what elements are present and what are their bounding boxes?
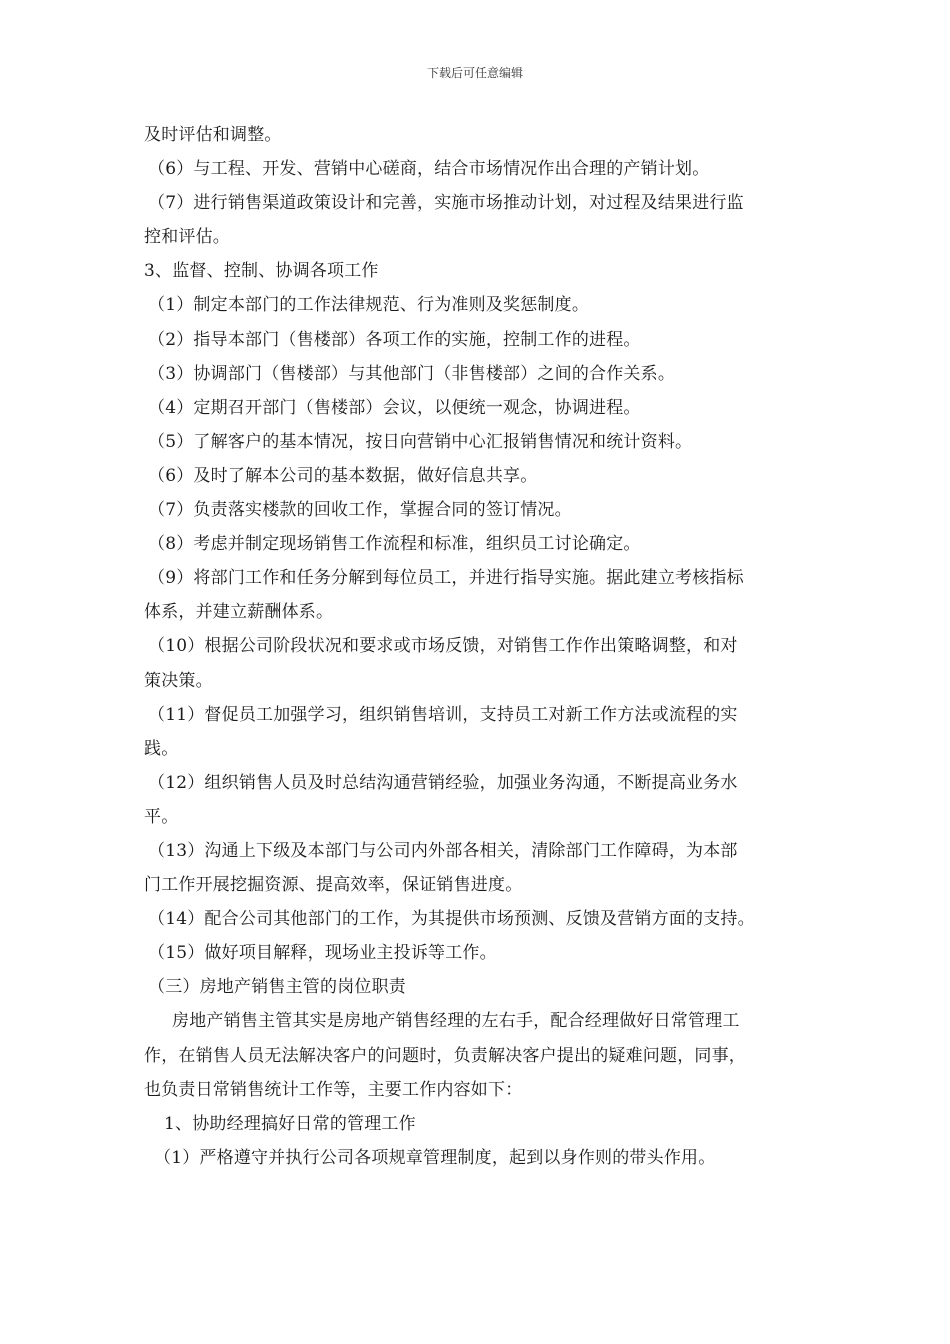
paragraph-line: （13）沟通上下级及本部门与公司内外部各相关，清除部门工作障碍，为本部 <box>148 840 738 861</box>
paragraph-line: 平。 <box>144 806 179 827</box>
paragraph-line: 及时评估和调整。 <box>144 125 282 145</box>
paragraph-line: 也负责日常销售统计工作等，主要工作内容如下： <box>144 1079 523 1100</box>
paragraph-line: （9）将部门工作和任务分解到每位员工，并进行指导实施。据此建立考核指标 <box>148 568 744 589</box>
paragraph-line: （11）督促员工加强学习，组织销售培训，支持员工对新工作方法或流程的实 <box>148 704 738 725</box>
paragraph-line: （7）进行销售渠道政策设计和完善，实施市场推动计划，对过程及结果进行监 <box>148 193 744 214</box>
section-heading: （三）房地产销售主管的岗位职责 <box>148 977 406 998</box>
paragraph-line: 作，在销售人员无法解决客户的问题时，负责解决客户提出的疑难问题，同事， <box>144 1045 746 1066</box>
section-heading: 1、协助经理搞好日常的管理工作 <box>164 1113 416 1134</box>
paragraph-line: 策决策。 <box>144 670 213 691</box>
paragraph-line: （12）组织销售人员及时总结沟通营销经验，加强业务沟通，不断提高业务水 <box>148 772 738 793</box>
paragraph-line: （1）制定本部门的工作法律规范、行为准则及奖惩制度。 <box>148 295 590 316</box>
paragraph-line: 门工作开展挖掘资源、提高效率，保证销售进度。 <box>144 875 523 896</box>
paragraph-line: （2）指导本部门（售楼部）各项工作的实施，控制工作的进程。 <box>148 329 641 350</box>
paragraph-line: （7）负责落实楼款的回收工作，掌握合同的签订情况。 <box>148 500 572 521</box>
section-heading: 3、监督、控制、协调各项工作 <box>144 261 379 282</box>
paragraph-line: （8）考虑并制定现场销售工作流程和标准，组织员工讨论确定。 <box>148 534 641 555</box>
paragraph-line: （5）了解客户的基本情况，按日向营销中心汇报销售情况和统计资料。 <box>148 431 693 452</box>
paragraph-line: （4）定期召开部门（售楼部）会议，以便统一观念，协调进程。 <box>148 397 641 418</box>
paragraph-line: （14）配合公司其他部门的工作，为其提供市场预测、反馈及营销方面的支持。 <box>148 909 755 930</box>
paragraph-line: 控和评估。 <box>144 227 230 248</box>
paragraph-line: （10）根据公司阶段状况和要求或市场反馈，对销售工作作出策略调整，和对 <box>148 636 738 657</box>
paragraph-line: 体系，并建立薪酬体系。 <box>144 602 334 623</box>
paragraph-line: 房地产销售主管其实是房地产销售经理的左右手，配合经理做好日常管理工 <box>172 1011 740 1032</box>
page-header: 下载后可任意编辑 <box>426 66 523 80</box>
paragraph-line: （3）协调部门（售楼部）与其他部门（非售楼部）之间的合作关系。 <box>148 363 676 384</box>
paragraph-line: （6）及时了解本公司的基本数据，做好信息共享。 <box>148 465 538 486</box>
document-body <box>144 118 824 1175</box>
paragraph-line: 践。 <box>144 738 179 759</box>
paragraph-line: （15）做好项目解释，现场业主投诉等工作。 <box>148 943 497 964</box>
paragraph-line: （1）严格遵守并执行公司各项规章管理制度，起到以身作则的带头作用。 <box>154 1147 716 1168</box>
paragraph-line: （6）与工程、开发、营销中心磋商，结合市场情况作出合理的产销计划。 <box>148 159 710 180</box>
